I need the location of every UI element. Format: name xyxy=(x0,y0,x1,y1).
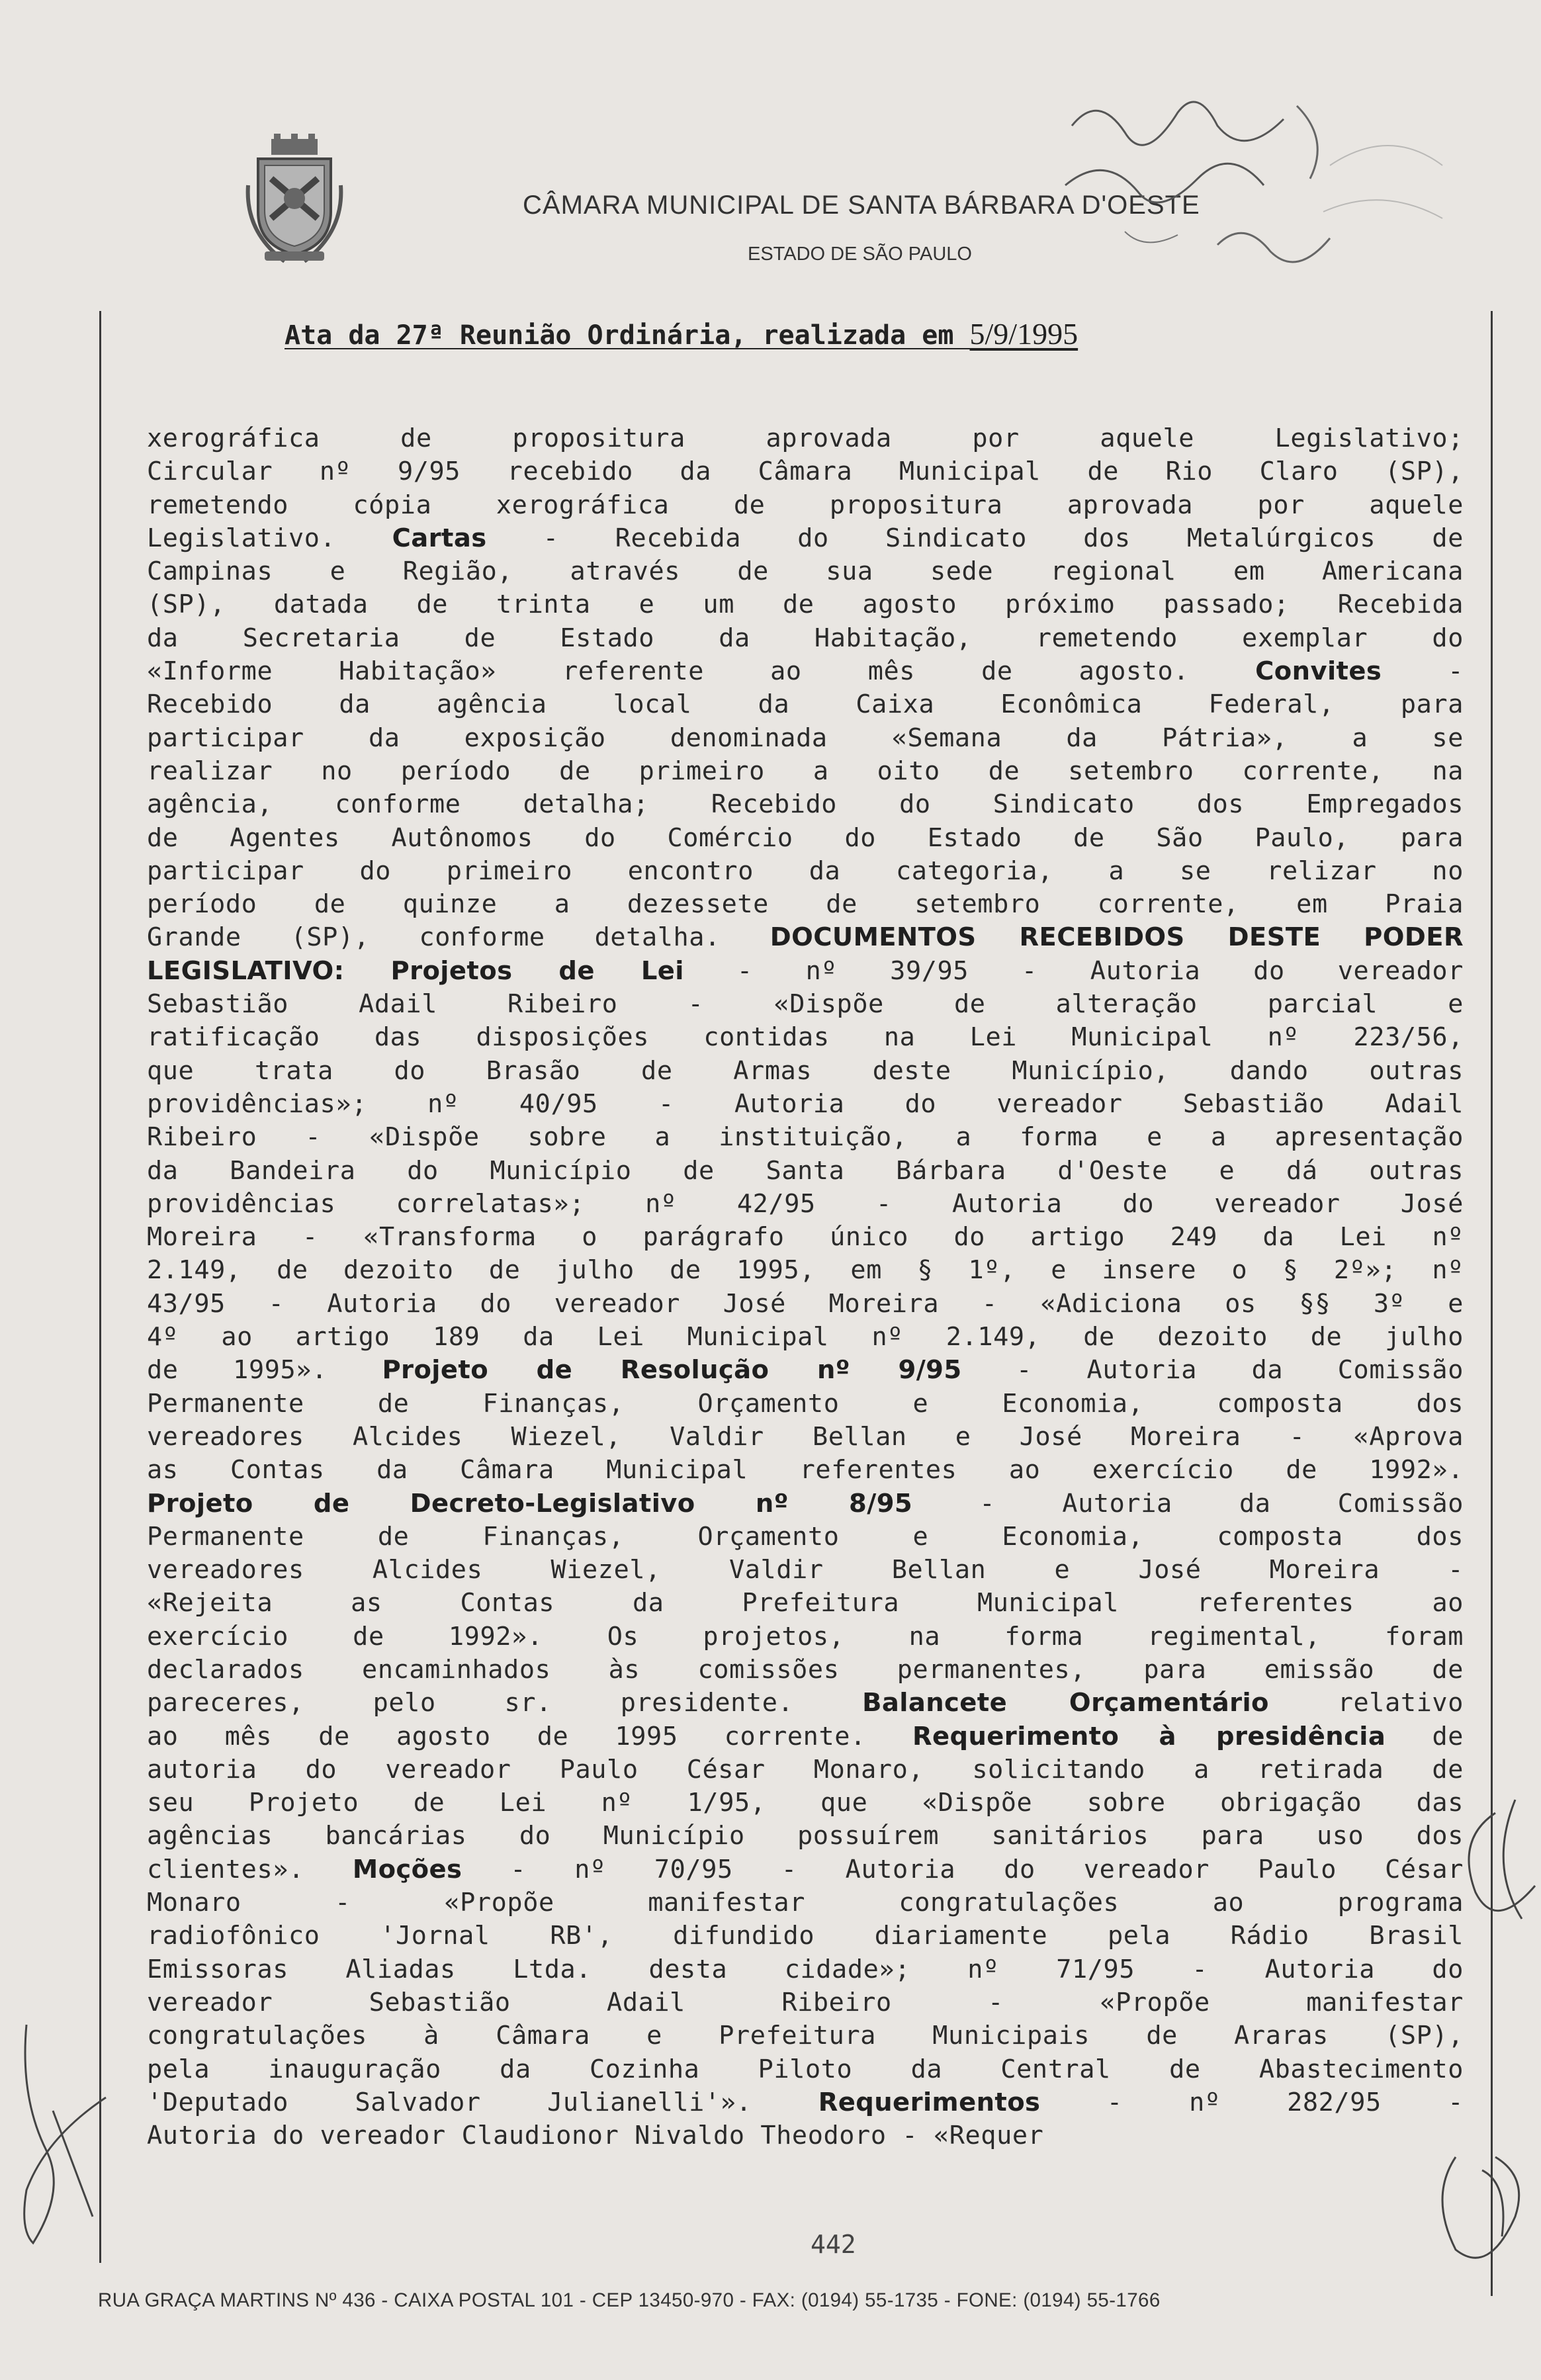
body-text-segment: - xyxy=(1382,656,1464,687)
body-text-segment: - Autoria da Comissão xyxy=(912,1488,1464,1519)
municipal-coat-of-arms-emblem xyxy=(245,132,344,265)
text-line xyxy=(147,522,1464,555)
text-line xyxy=(147,788,1464,821)
body-text-segment: providências»; nº 40/95 - Autoria do vereador Sebastião Adail xyxy=(147,1088,1464,1119)
text-line xyxy=(147,722,1464,755)
text-line xyxy=(147,1155,1464,1188)
text-line xyxy=(147,1720,1464,1753)
body-text-segment: Recebido da agência local da Caixa Econômica Federal, para xyxy=(147,689,1464,720)
body-text-segment: participar da exposição denominada «Semana da Pátria», a se xyxy=(147,723,1464,753)
body-text-segment: exercício de 1992». Os projetos, na forma regimental, foram xyxy=(147,1621,1464,1652)
body-text-segment: ao mês de agosto de 1995 corrente. xyxy=(147,1721,912,1751)
text-line xyxy=(147,755,1464,788)
body-text-segment: da Bandeira do Município de Santa Bárbara d'Oeste e dá outras xyxy=(147,1155,1464,1186)
body-text-segment: xerográfica de propositura aprovada por aquele Legislativo; xyxy=(147,423,1464,453)
text-line xyxy=(147,1653,1464,1687)
state-name: ESTADO DE SÃO PAULO xyxy=(748,243,972,265)
text-line xyxy=(147,1853,1464,1886)
body-text-segment: Monaro - «Propõe manifestar congratulações ao programa xyxy=(147,1888,1464,1918)
text-line xyxy=(147,655,1464,688)
text-line xyxy=(147,1055,1464,1088)
handwritten-signatures xyxy=(1045,86,1456,364)
text-line xyxy=(147,2053,1464,2086)
body-text-segment: de 1995». xyxy=(147,1355,382,1386)
text-line xyxy=(147,1254,1464,1287)
body-text-segment: participar do primeiro encontro da categoria, a se relizar no xyxy=(147,856,1464,886)
body-text-segment: Permanente de Finanças, Orçamento e Economia, composta dos xyxy=(147,1388,1464,1419)
body-text-segment: - nº 39/95 - Autoria do vereador xyxy=(683,955,1464,986)
right-margin-rule xyxy=(1491,311,1493,2296)
text-line xyxy=(147,555,1464,588)
text-line xyxy=(147,1820,1464,1853)
body-text-segment: Grande (SP), conforme detalha. xyxy=(147,922,770,953)
minutes-title xyxy=(285,316,1078,351)
text-line xyxy=(147,1554,1464,1587)
bold-heading-text: Projeto de Decreto-Legislativo nº 8/95 xyxy=(147,1488,913,1519)
text-line xyxy=(147,855,1464,888)
body-text-segment: pareceres, pelo sr. presidente. xyxy=(147,1688,863,1718)
text-line xyxy=(147,2086,1464,2119)
body-text-segment: vereadores Alcides Wiezel, Valdir Bellan e José Moreira - xyxy=(147,1555,1464,1585)
bold-heading-text: Cartas xyxy=(392,523,487,553)
text-line xyxy=(147,2019,1464,2052)
institution-name: CÂMARA MUNICIPAL DE SANTA BÁRBARA D'OESTE xyxy=(523,191,1200,220)
body-text-segment: Permanente de Finanças, Orçamento e Economia, composta dos xyxy=(147,1521,1464,1552)
bold-heading-text: Convites xyxy=(1255,656,1382,687)
body-text-segment: agência, conforme detalha; Recebido do Sindicato dos Empregados xyxy=(147,789,1464,820)
body-text-segment: - nº 282/95 - xyxy=(1040,2087,1464,2117)
body-text-segment: (SP), datada de trinta e um de agosto próximo passado; Recebida xyxy=(147,590,1464,620)
text-line xyxy=(147,1587,1464,1620)
body-text-segment: «Rejeita as Contas da Prefeitura Municipal referentes ao xyxy=(147,1588,1464,1618)
text-line xyxy=(147,1786,1464,1820)
text-line xyxy=(147,1388,1464,1421)
body-text-segment: declarados encaminhados às comissões permanentes, para emissão de xyxy=(147,1654,1464,1685)
minutes-title-prefix: Ata da 27ª Reunião Ordinária, realizada em xyxy=(285,320,970,351)
text-line xyxy=(147,1986,1464,2019)
body-text-segment: pela inauguração da Cozinha Piloto da Central de Abastecimento xyxy=(147,2054,1464,2084)
footer-address: RUA GRAÇA MARTINS Nº 436 - CAIXA POSTAL 101 - CEP 13450-970 - FAX: (0194) 55-1735 - FONE: (0194) 55-1766 xyxy=(98,2289,1161,2311)
minutes-body-text xyxy=(147,422,1464,2152)
bold-heading-text: Requerimentos xyxy=(818,2087,1041,2117)
body-text-segment: 'Deputado Salvador Julianelli'». xyxy=(147,2087,818,2117)
body-text-segment: que trata do Brasão de Armas deste Município, dando outras xyxy=(147,1055,1464,1086)
body-text-segment: 2.149, de dezoito de julho de 1995, em § 1º, e insere o § 2º»; nº xyxy=(147,1255,1464,1286)
body-text-segment: providências correlatas»; nº 42/95 - Autoria do vereador José xyxy=(147,1188,1464,1219)
bold-heading-text: LEGISLATIVO: Projetos de Lei xyxy=(147,955,684,986)
text-line xyxy=(147,1421,1464,1454)
bold-heading-text: DOCUMENTOS RECEBIDOS DESTE PODER xyxy=(770,922,1464,953)
body-text-segment: clientes». xyxy=(147,1854,353,1884)
left-margin-rule xyxy=(99,311,101,2263)
body-text-segment: de Agentes Autônomos do Comércio do Estado de São Paulo, para xyxy=(147,822,1464,853)
body-text-segment: da Secretaria de Estado da Habitação, remetendo exemplar do xyxy=(147,623,1464,653)
text-line xyxy=(147,1620,1464,1653)
body-text-segment: Legislativo. xyxy=(147,523,392,553)
body-text-segment: Moreira - «Transforma o parágrafo único do artigo 249 da Lei nº xyxy=(147,1222,1464,1253)
text-line xyxy=(147,455,1464,488)
text-line xyxy=(147,1687,1464,1720)
body-text-segment: «Informe Habitação» referente ao mês de agosto. xyxy=(147,656,1256,687)
body-text-segment: Sebastião Adail Ribeiro - «Dispõe de alteração parcial e xyxy=(147,989,1464,1020)
body-text-segment: autoria do vereador Paulo César Monaro, solicitando a retirada de xyxy=(147,1754,1464,1785)
body-text-segment: Ribeiro - «Dispõe sobre a instituição, a forma e a apresentação xyxy=(147,1122,1464,1153)
body-text-segment: remetendo cópia xerográfica de propositura aprovada por aquele xyxy=(147,490,1464,520)
body-text-segment: período de quinze a dezessete de setembro corrente, em Praia xyxy=(147,889,1464,920)
body-text-segment: 43/95 - Autoria do vereador José Moreira - «Adiciona os §§ 3º e xyxy=(147,1288,1464,1319)
text-line xyxy=(147,622,1464,655)
text-line xyxy=(147,1188,1464,1221)
text-line xyxy=(147,1487,1464,1521)
body-text-segment: vereador Sebastião Adail Ribeiro - «Propõe manifestar xyxy=(147,1987,1464,2017)
text-line xyxy=(147,955,1464,988)
body-text-segment: radiofônico 'Jornal RB', difundido diariamente pela Rádio Brasil xyxy=(147,1921,1464,1951)
bold-heading-text: Projeto de Resolução nº 9/95 xyxy=(382,1355,962,1386)
text-line xyxy=(147,1454,1464,1487)
body-text-segment: vereadores Alcides Wiezel, Valdir Bellan e José Moreira - «Aprova xyxy=(147,1421,1464,1452)
body-text-segment: - Autoria da Comissão xyxy=(961,1355,1464,1386)
text-line xyxy=(147,1753,1464,1786)
text-line xyxy=(147,1221,1464,1254)
text-line xyxy=(147,1521,1464,1554)
text-line xyxy=(147,1121,1464,1154)
text-line xyxy=(147,1321,1464,1354)
text-line xyxy=(147,1953,1464,1986)
text-line xyxy=(147,588,1464,621)
text-line xyxy=(147,1354,1464,1387)
body-text-segment: Emissoras Aliadas Ltda. desta cidade»; nº 71/95 - Autoria do xyxy=(147,1954,1464,1984)
body-text-segment: Campinas e Região, através de sua sede regional em Americana xyxy=(147,556,1464,587)
body-text-segment: seu Projeto de Lei nº 1/95, que «Dispõe sobre obrigação das xyxy=(147,1788,1464,1818)
body-text-segment: Autoria do vereador Claudionor Nivaldo Theodoro - «Requer xyxy=(147,2121,1044,2151)
text-line xyxy=(147,688,1464,721)
page-number: 442 xyxy=(811,2230,856,2259)
text-line xyxy=(147,921,1464,954)
body-text-segment: - Recebida do Sindicato dos Metalúrgicos de xyxy=(486,523,1464,553)
text-line xyxy=(147,2119,1464,2152)
text-line xyxy=(147,422,1464,455)
text-line xyxy=(147,988,1464,1021)
body-text-segment: agências bancárias do Município possuírem sanitários para uso dos xyxy=(147,1821,1464,1851)
body-text-segment: ratificação das disposições contidas na Lei Municipal nº 223/56, xyxy=(147,1022,1464,1053)
text-line xyxy=(147,1288,1464,1321)
text-line xyxy=(147,489,1464,522)
bold-heading-text: Balancete Orçamentário xyxy=(862,1688,1269,1718)
body-text-segment: - nº 70/95 - Autoria do vereador Paulo César xyxy=(462,1854,1464,1884)
text-line xyxy=(147,1886,1464,1919)
body-text-segment: realizar no período de primeiro a oito de setembro corrente, na xyxy=(147,756,1464,786)
text-line xyxy=(147,888,1464,921)
text-line xyxy=(147,1021,1464,1054)
bold-heading-text: Moções xyxy=(352,1854,462,1884)
bold-heading-text: Requerimento à presidência xyxy=(912,1721,1386,1751)
margin-signature-left xyxy=(7,2018,139,2256)
body-text-segment: relativo xyxy=(1268,1688,1464,1718)
body-text-segment: de xyxy=(1386,1721,1464,1751)
body-text-segment: congratulações à Câmara e Prefeitura Municipais de Araras (SP), xyxy=(147,2021,1464,2051)
text-line xyxy=(147,1088,1464,1121)
body-text-segment: as Contas da Câmara Municipal referentes ao exercício de 1992». xyxy=(147,1455,1464,1485)
body-text-segment: Circular nº 9/95 recebido da Câmara Municipal de Rio Claro (SP), xyxy=(147,457,1464,487)
body-text-segment: 4º ao artigo 189 da Lei Municipal nº 2.149, de dezoito de julho xyxy=(147,1322,1464,1352)
text-line xyxy=(147,822,1464,855)
text-line xyxy=(147,1919,1464,1953)
minutes-date: 5/9/1995 xyxy=(969,317,1079,351)
